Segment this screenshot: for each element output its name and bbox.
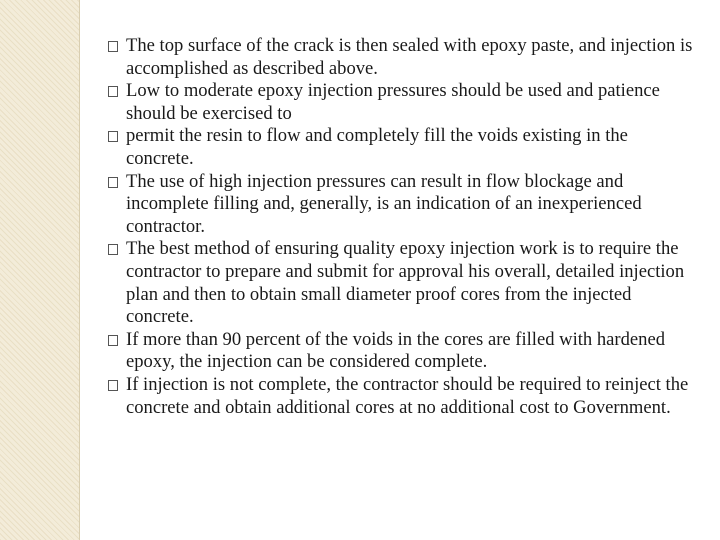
decorative-side-panel: [0, 0, 80, 540]
bullet-text: permit the resin to flow and completely fill the voids existing in the concrete.: [126, 125, 628, 169]
bullet-item: [108, 125, 700, 170]
bullet-text: If injection is not complete, the contractor should be required to reinject the concrete and obtain additional cores at no additional cost to Government.: [126, 373, 689, 418]
bullet-text: The use of high injection pressures can result in flow blockage and incomplete filling and, generally, is an indication of an inexperienced contractor.: [126, 170, 642, 237]
bullet-text: Low to moderate epoxy injection pressures should be used and patience should be exercised to: [126, 80, 660, 124]
square-bullet-icon: [108, 86, 118, 97]
square-bullet-icon: [108, 380, 118, 391]
bullet-item: [108, 329, 700, 374]
square-bullet-icon: [108, 244, 118, 255]
bullet-item: [108, 35, 700, 80]
bullet-item: [108, 80, 700, 125]
bullet-item: [108, 171, 700, 239]
bullet-text: If more than 90 percent of the voids in the cores are filled with hardened epoxy, the injection can be considered complete.: [126, 328, 666, 373]
bullet-list: [108, 35, 700, 419]
square-bullet-icon: [108, 177, 118, 188]
bullet-text: The best method of ensuring quality epoxy injection work is to require the contractor to prepare and submit for approval his overall, detailed injection plan and then to obtain small diameter proof cores from the injected concrete.: [126, 238, 685, 328]
bullet-item: [108, 238, 700, 328]
bullet-item: [108, 374, 700, 419]
square-bullet-icon: [108, 41, 118, 52]
bullet-text: The top surface of the crack is then sealed with epoxy paste, and injection is accomplished as described above.: [126, 35, 693, 79]
square-bullet-icon: [108, 335, 118, 346]
square-bullet-icon: [108, 131, 118, 142]
